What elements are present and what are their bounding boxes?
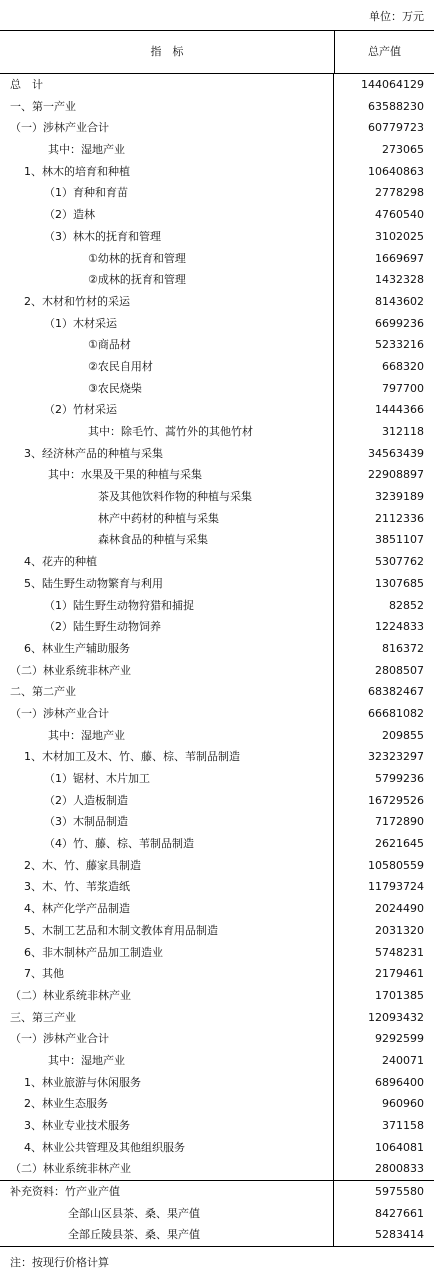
row-value: 3102025 [375, 229, 424, 243]
output-value-table [0, 30, 434, 1247]
table-row [0, 117, 434, 139]
table-row [0, 1050, 434, 1072]
row-label: 一、第一产业 [0, 96, 334, 118]
table-row [0, 876, 434, 898]
row-label: （一）涉林产业合计 [0, 117, 334, 139]
row-label: 4、林业公共管理及其他组织服务 [0, 1137, 334, 1159]
row-value: 11793724 [368, 880, 424, 894]
table-row [0, 182, 434, 204]
row-value: 2179461 [375, 967, 424, 981]
row-label: 5、陆生野生动物繁育与利用 [0, 573, 334, 595]
row-value: 5799236 [375, 772, 424, 785]
row-label: 3、林业专业技术服务 [0, 1115, 334, 1137]
row-value: 2800833 [375, 1162, 424, 1176]
row-label: 林产中药材的种植与采集 [0, 508, 334, 530]
row-label: 其中：除毛竹、蒿竹外的其他竹材 [0, 421, 334, 443]
table-row [0, 595, 434, 617]
table-row [0, 1137, 434, 1159]
row-label: （3）木制品制造 [0, 811, 334, 833]
row-value: 12093432 [368, 1010, 424, 1024]
row-value: 8427661 [375, 1206, 424, 1220]
table-row [0, 1180, 434, 1203]
row-value: 5233216 [375, 338, 424, 352]
table-row [0, 226, 434, 248]
row-label: 其中：湿地产业 [0, 139, 334, 161]
row-label: 2、林业生态服务 [0, 1093, 334, 1115]
row-value: 3239189 [375, 490, 424, 504]
row-value: 2778298 [375, 186, 424, 200]
row-value: 66681082 [368, 706, 424, 720]
row-value: 5748231 [375, 945, 424, 959]
table-row [0, 1115, 434, 1137]
row-value: 5283414 [375, 1228, 424, 1242]
row-value: 960960 [382, 1097, 424, 1111]
row-label: 森林食品的种植与采集 [0, 529, 334, 551]
row-label: （3）林木的抚育和管理 [0, 226, 334, 248]
table-row [0, 248, 434, 270]
table-row [0, 486, 434, 508]
row-value: 2031320 [375, 923, 424, 937]
row-value: 6896400 [375, 1075, 424, 1089]
row-label: ②农民自用材 [0, 356, 334, 378]
row-value: 1432328 [375, 273, 424, 287]
header-indicator: 指 标 [0, 31, 335, 73]
table-row [0, 1007, 434, 1029]
row-label: ①幼林的抚育和管理 [0, 248, 334, 270]
row-label: 三、第三产业 [0, 1007, 334, 1029]
row-value: 22908897 [368, 468, 424, 482]
table-row [0, 898, 434, 920]
row-label: 其中：湿地产业 [0, 1050, 334, 1072]
row-value: 1224833 [375, 620, 424, 634]
table-row [0, 399, 434, 421]
row-label: 6、林业生产辅助服务 [0, 638, 334, 660]
table-body [0, 74, 434, 1246]
row-label: （1）陆生野生动物狩猎和捕捉 [0, 595, 334, 617]
row-value: 144064129 [361, 78, 424, 91]
row-label: 全部丘陵县茶、桑、果产值 [0, 1224, 334, 1246]
row-value: 6699236 [375, 316, 424, 330]
row-value: 1307685 [375, 576, 424, 590]
row-value: 2621645 [375, 837, 424, 851]
row-value: 5975580 [375, 1185, 424, 1199]
table-header [0, 30, 434, 74]
table-row [0, 985, 434, 1007]
row-value: 668320 [382, 359, 424, 373]
table-row [0, 573, 434, 595]
footnote: 注：按现行价格计算 [10, 1256, 109, 1269]
row-label: ③农民烧柴 [0, 378, 334, 400]
row-label: 1、林木的培育和种植 [0, 161, 334, 183]
table-row [0, 942, 434, 964]
table-row [0, 421, 434, 443]
table-row [0, 161, 434, 183]
table-row [0, 464, 434, 486]
table-row [0, 74, 434, 96]
row-label: 补充资料：竹产业产值 [0, 1181, 334, 1203]
row-value: 4760540 [375, 208, 424, 222]
row-value: 16729526 [368, 793, 424, 807]
table-row [0, 313, 434, 335]
row-value: 63588230 [368, 99, 424, 113]
table-row [0, 616, 434, 638]
row-label: ①商品材 [0, 334, 334, 356]
row-value: 1701385 [375, 988, 424, 1002]
row-value: 312118 [382, 425, 424, 438]
row-value: 8143602 [375, 294, 424, 308]
row-value: 2808507 [375, 663, 424, 677]
row-value: 371158 [382, 1119, 424, 1132]
row-value: 797700 [382, 381, 424, 395]
header-total-output: 总产值 [368, 45, 401, 58]
table-row [0, 725, 434, 747]
row-label: 二、第二产业 [0, 681, 334, 703]
row-value: 273065 [382, 143, 424, 157]
table-row [0, 811, 434, 833]
row-label: 4、林产化学产品制造 [0, 898, 334, 920]
row-label: （2）人造板制造 [0, 790, 334, 812]
row-label: 2、木、竹、藤家具制造 [0, 855, 334, 877]
row-label: 6、非木制林产品加工制造业 [0, 942, 334, 964]
table-row [0, 1028, 434, 1050]
row-value: 10580559 [368, 858, 424, 872]
table-row [0, 746, 434, 768]
table-row [0, 291, 434, 313]
table-row [0, 96, 434, 118]
row-label: （4）竹、藤、棕、苇制品制造 [0, 833, 334, 855]
table-row [0, 1158, 434, 1180]
row-label: （2）陆生野生动物饲养 [0, 616, 334, 638]
row-label: 4、花卉的种植 [0, 551, 334, 573]
row-label: 茶及其他饮料作物的种植与采集 [0, 486, 334, 508]
row-label: （1）木材采运 [0, 313, 334, 335]
table-row [0, 378, 434, 400]
table-row [0, 1093, 434, 1115]
row-label: 其中：湿地产业 [0, 725, 334, 747]
table-row [0, 920, 434, 942]
table-row [0, 768, 434, 790]
table-row [0, 529, 434, 551]
row-value: 1444366 [375, 403, 424, 417]
row-value: 82852 [389, 598, 424, 612]
table-row [0, 681, 434, 703]
table-row [0, 1072, 434, 1094]
row-value: 2024490 [375, 902, 424, 916]
row-value: 1064081 [375, 1140, 424, 1154]
row-value: 5307762 [375, 555, 424, 569]
table-row [0, 443, 434, 465]
table-row [0, 269, 434, 291]
row-label: 总 计 [0, 74, 334, 96]
row-label: （1）锯材、木片加工 [0, 768, 334, 790]
row-label: （1）育种和育苗 [0, 182, 334, 204]
row-label: 全部山区县茶、桑、果产值 [0, 1203, 334, 1225]
table-row [0, 139, 434, 161]
table-row [0, 833, 434, 855]
unit-label: 单位：万元 [369, 10, 424, 23]
row-value: 9292599 [375, 1032, 424, 1046]
table-row [0, 660, 434, 682]
row-value: 2112336 [375, 511, 424, 525]
table-row [0, 638, 434, 660]
row-value: 240071 [382, 1053, 424, 1067]
table-row [0, 855, 434, 877]
table-row [0, 356, 434, 378]
row-label: （二）林业系统非林产业 [0, 1158, 334, 1180]
row-label: 3、木、竹、苇浆造纸 [0, 876, 334, 898]
table-row [0, 551, 434, 573]
row-label: （二）林业系统非林产业 [0, 985, 334, 1007]
row-value: 3851107 [375, 533, 424, 547]
row-label: 2、木材和竹材的采运 [0, 291, 334, 313]
row-label: （2）竹材采运 [0, 399, 334, 421]
row-label: ②成林的抚育和管理 [0, 269, 334, 291]
row-value: 68382467 [368, 685, 424, 699]
row-label: （一）涉林产业合计 [0, 703, 334, 725]
table-row [0, 703, 434, 725]
row-label: （2）造林 [0, 204, 334, 226]
table-bottom-rule [0, 1246, 434, 1247]
row-value: 1669697 [375, 251, 424, 265]
row-label: 7、其他 [0, 963, 334, 985]
row-label: 3、经济林产品的种植与采集 [0, 443, 334, 465]
row-value: 10640863 [368, 164, 424, 178]
row-label: 5、木制工艺品和木制文教体育用品制造 [0, 920, 334, 942]
row-value: 32323297 [368, 750, 424, 764]
table-row [0, 334, 434, 356]
row-value: 60779723 [368, 121, 424, 135]
table-row [0, 1203, 434, 1225]
row-label: （一）涉林产业合计 [0, 1028, 334, 1050]
table-row [0, 508, 434, 530]
row-label: 1、木材加工及木、竹、藤、棕、苇制品制造 [0, 746, 334, 768]
row-label: 1、林业旅游与休闲服务 [0, 1072, 334, 1094]
table-row [0, 963, 434, 985]
table-row [0, 790, 434, 812]
table-row [0, 1224, 434, 1246]
row-value: 209855 [382, 728, 424, 742]
row-label: （二）林业系统非林产业 [0, 660, 334, 682]
row-value: 34563439 [368, 446, 424, 460]
row-value: 7172890 [375, 815, 424, 829]
row-label: 其中：水果及干果的种植与采集 [0, 464, 334, 486]
row-value: 816372 [382, 641, 424, 655]
table-row [0, 204, 434, 226]
